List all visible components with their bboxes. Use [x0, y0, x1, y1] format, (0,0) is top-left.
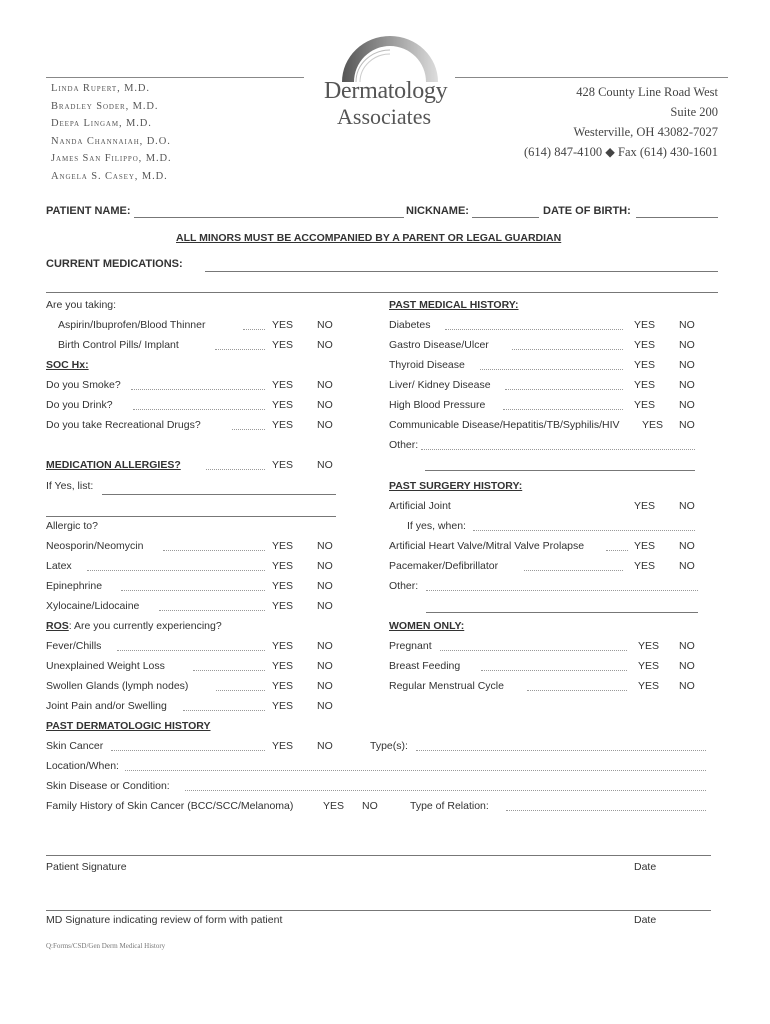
patient-date-label: Date	[634, 861, 657, 873]
pmh-thyroid: Thyroid Disease	[389, 359, 465, 371]
address-suite: Suite 200	[670, 105, 718, 119]
no-option[interactable]: NO	[362, 800, 378, 812]
skin-disease-label: Skin Disease or Condition:	[46, 780, 170, 792]
leader-dots	[505, 389, 623, 390]
nickname-field[interactable]	[472, 217, 539, 218]
leader-dots	[215, 349, 265, 350]
doctor-list	[51, 80, 171, 186]
location-when-field[interactable]	[125, 770, 706, 771]
yes-option[interactable]: YES	[272, 700, 294, 712]
leader-dots	[512, 349, 623, 350]
no-option[interactable]: NO	[317, 540, 333, 552]
surgery-other-label: Other:	[389, 580, 419, 592]
yes-option[interactable]: YES	[272, 459, 294, 471]
leader-dots	[606, 550, 628, 551]
patient-signature-label: Patient Signature	[46, 861, 127, 873]
no-option[interactable]: NO	[679, 339, 695, 351]
surgery-artificial-joint: Artificial Joint	[389, 500, 451, 512]
leader-dots	[503, 409, 623, 410]
if-yes-when-field[interactable]	[473, 530, 695, 531]
no-option[interactable]: NO	[679, 560, 695, 572]
if-yes-when-label: If yes, when:	[407, 520, 466, 532]
no-option[interactable]: NO	[679, 359, 695, 371]
no-option[interactable]: NO	[679, 319, 695, 331]
leader-dots	[206, 469, 265, 470]
yes-option[interactable]: YES	[272, 740, 294, 752]
surgery-pacemaker: Pacemaker/Defibrillator	[389, 560, 499, 572]
pmh-other-field[interactable]	[421, 449, 695, 450]
doctor-name: Linda Rupert, M.D.	[51, 83, 150, 94]
md-signature-field[interactable]	[46, 910, 711, 911]
no-option[interactable]: NO	[679, 419, 695, 431]
leader-dots	[480, 369, 623, 370]
pmh-communicable: Communicable Disease/Hepatitis/TB/Syphilis/HIV	[389, 419, 620, 431]
nickname-label: NICKNAME:	[406, 205, 469, 217]
women-breast-feeding: Breast Feeding	[389, 660, 461, 672]
question-birth-control: Birth Control Pills/ Implant	[58, 339, 179, 351]
leader-dots	[121, 590, 265, 591]
if-yes-list-label: If Yes, list:	[46, 480, 94, 492]
leader-dots	[481, 670, 627, 671]
yes-option[interactable]: YES	[634, 319, 656, 331]
no-option[interactable]: NO	[317, 640, 333, 652]
no-option[interactable]: NO	[679, 680, 695, 692]
type-of-relation-label: Type of Relation:	[410, 800, 489, 812]
surgery-title: PAST SURGERY HISTORY:	[389, 480, 523, 492]
yes-option[interactable]: YES	[272, 600, 294, 612]
logo-line2: Associates	[337, 104, 432, 129]
no-option[interactable]: NO	[679, 640, 695, 652]
yes-option[interactable]: YES	[272, 540, 294, 552]
leader-dots	[163, 550, 265, 551]
md-signature-label: MD Signature indicating review of form with patient	[46, 914, 283, 926]
no-option[interactable]: NO	[317, 580, 333, 592]
allergen-xylocaine: Xylocaine/Lidocaine	[46, 600, 140, 612]
pmh-blood-pressure: High Blood Pressure	[389, 399, 486, 411]
family-history-label: Family History of Skin Cancer (BCC/SCC/Melanoma)	[46, 800, 294, 812]
clinic-address	[524, 82, 718, 162]
yes-option[interactable]: YES	[634, 379, 656, 391]
surgery-heart-valve: Artificial Heart Valve/Mitral Valve Prolapse	[389, 540, 585, 552]
ros-heading	[46, 620, 222, 632]
pmh-title: PAST MEDICAL HISTORY:	[389, 299, 519, 311]
doctor-name: Deepa Lingam, M.D.	[51, 118, 152, 130]
soc-title: SOC Hx:	[46, 359, 89, 371]
types-field[interactable]	[416, 750, 706, 751]
question-drink: Do you Drink?	[46, 399, 113, 411]
ros-title: ROS	[46, 620, 69, 632]
yes-option[interactable]: YES	[272, 379, 294, 391]
no-option[interactable]: NO	[679, 399, 695, 411]
are-you-taking-label: Are you taking:	[46, 299, 117, 311]
no-option[interactable]: NO	[679, 500, 695, 512]
surgery-other-field[interactable]	[426, 590, 698, 591]
address-fax: Fax (614) 430-1601	[618, 145, 718, 159]
no-option[interactable]: NO	[679, 379, 695, 391]
current-medications-field-2[interactable]	[46, 292, 718, 293]
doctor-name: Bradley Soder, M.D.	[51, 100, 159, 112]
doctor-name: Nanda Channaiah, D.O.	[51, 135, 171, 147]
no-option[interactable]: NO	[317, 560, 333, 572]
yes-option[interactable]: YES	[634, 540, 656, 552]
ros-joint-pain: Joint Pain and/or Swelling	[46, 700, 167, 712]
yes-option[interactable]: YES	[272, 399, 294, 411]
yes-option[interactable]: YES	[323, 800, 345, 812]
allergen-latex: Latex	[46, 560, 72, 572]
yes-option[interactable]: YES	[272, 640, 294, 652]
women-pregnant: Pregnant	[389, 640, 432, 652]
yes-option[interactable]: YES	[638, 660, 660, 672]
yes-option[interactable]: YES	[272, 319, 294, 331]
yes-option[interactable]: YES	[638, 680, 660, 692]
address-phone: (614) 847-4100	[524, 145, 603, 159]
dob-field[interactable]	[636, 217, 718, 218]
yes-option[interactable]: YES	[634, 399, 656, 411]
allergen-neosporin: Neosporin/Neomycin	[46, 540, 144, 552]
diamond-icon: ◆	[605, 145, 615, 159]
pmh-other-label: Other:	[389, 439, 419, 451]
skin-cancer-label: Skin Cancer	[46, 740, 104, 752]
leader-dots	[87, 570, 265, 571]
yes-option[interactable]: YES	[634, 500, 656, 512]
no-option[interactable]: NO	[317, 339, 333, 351]
yes-option[interactable]: YES	[634, 359, 656, 371]
dob-label: DATE OF BIRTH:	[543, 205, 631, 217]
allergies-list-field[interactable]	[102, 494, 336, 495]
current-medications-field[interactable]	[205, 271, 718, 272]
leader-dots	[183, 710, 265, 711]
no-option[interactable]: NO	[317, 680, 333, 692]
no-option[interactable]: NO	[317, 379, 333, 391]
allergen-epinephrine: Epinephrine	[46, 580, 103, 592]
yes-option[interactable]: YES	[272, 660, 294, 672]
surgery-other-field-2[interactable]	[426, 612, 698, 613]
leader-dots	[193, 670, 265, 671]
no-option[interactable]: NO	[679, 540, 695, 552]
leader-dots	[527, 690, 627, 691]
leader-dots	[243, 329, 265, 330]
patient-name-label: PATIENT NAME:	[46, 205, 131, 217]
patient-name-field[interactable]	[134, 217, 404, 218]
logo-arc-icon	[330, 32, 450, 84]
yes-option[interactable]: YES	[634, 339, 656, 351]
derm-history-title: PAST DERMATOLOGIC HISTORY	[46, 720, 211, 732]
patient-signature-field[interactable]	[46, 855, 711, 856]
ros-weight-loss: Unexplained Weight Loss	[46, 660, 165, 672]
women-menstrual-cycle: Regular Menstrual Cycle	[389, 680, 504, 692]
pmh-diabetes: Diabetes	[389, 319, 431, 331]
ros-fever: Fever/Chills	[46, 640, 102, 652]
address-phone-fax	[524, 142, 718, 162]
pmh-liver-kidney: Liver/ Kidney Disease	[389, 379, 491, 391]
yes-option[interactable]: YES	[638, 640, 660, 652]
leader-dots	[445, 329, 623, 330]
yes-option[interactable]: YES	[272, 419, 294, 431]
yes-option[interactable]: YES	[272, 560, 294, 572]
leader-dots	[524, 570, 623, 571]
leader-dots	[216, 690, 265, 691]
address-city: Westerville, OH 43082-7027	[573, 125, 718, 139]
no-option[interactable]: NO	[317, 419, 333, 431]
leader-dots	[117, 650, 265, 651]
yes-option[interactable]: YES	[642, 419, 664, 431]
no-option[interactable]: NO	[317, 600, 333, 612]
no-option[interactable]: NO	[679, 660, 695, 672]
leader-dots	[111, 750, 265, 751]
skin-disease-field[interactable]	[185, 790, 706, 791]
allergies-list-field-2[interactable]	[46, 516, 336, 517]
pmh-gastro: Gastro Disease/Ulcer	[389, 339, 489, 351]
leader-dots	[133, 409, 265, 410]
type-of-relation-field[interactable]	[506, 810, 706, 811]
no-option[interactable]: NO	[317, 399, 333, 411]
pmh-other-field-2[interactable]	[425, 470, 695, 471]
leader-dots	[232, 429, 265, 430]
question-drugs: Do you take Recreational Drugs?	[46, 419, 201, 431]
doctor-name: James San Filippo, M.D.	[51, 153, 172, 165]
women-only-title: WOMEN ONLY:	[389, 620, 465, 632]
header-rule-right	[455, 77, 728, 78]
no-option[interactable]: NO	[317, 700, 333, 712]
ros-swollen-glands: Swollen Glands (lymph nodes)	[46, 680, 189, 692]
ros-question: : Are you currently experiencing?	[68, 620, 222, 632]
no-option[interactable]: NO	[317, 459, 333, 471]
leader-dots	[131, 389, 265, 390]
doctor-name: Angela S. Casey, M.D.	[51, 170, 168, 182]
yes-option[interactable]: YES	[272, 680, 294, 692]
yes-option[interactable]: YES	[272, 580, 294, 592]
yes-option[interactable]: YES	[272, 339, 294, 351]
current-medications-label: CURRENT MEDICATIONS:	[46, 258, 183, 270]
header-rule-left	[46, 77, 304, 78]
medication-allergies-title: MEDICATION ALLERGIES?	[46, 459, 181, 471]
address-street: 428 County Line Road West	[576, 85, 718, 99]
minors-notice: ALL MINORS MUST BE ACCOMPANIED BY A PARENT OR LEGAL GUARDIAN	[176, 232, 562, 244]
footer-path: Q:Forms/CSD/Gen Derm Medical History	[46, 942, 166, 950]
location-when-label: Location/When:	[46, 760, 119, 772]
leader-dots	[440, 650, 627, 651]
allergic-to-label: Allergic to?	[46, 520, 98, 532]
leader-dots	[159, 610, 265, 611]
question-aspirin: Aspirin/Ibuprofen/Blood Thinner	[58, 319, 206, 331]
no-option[interactable]: NO	[317, 740, 333, 752]
yes-option[interactable]: YES	[634, 560, 656, 572]
logo-line1: Dermatology	[324, 78, 448, 104]
no-option[interactable]: NO	[317, 660, 333, 672]
question-smoke: Do you Smoke?	[46, 379, 121, 391]
no-option[interactable]: NO	[317, 319, 333, 331]
types-label: Type(s):	[370, 740, 408, 752]
md-date-label: Date	[634, 914, 657, 926]
